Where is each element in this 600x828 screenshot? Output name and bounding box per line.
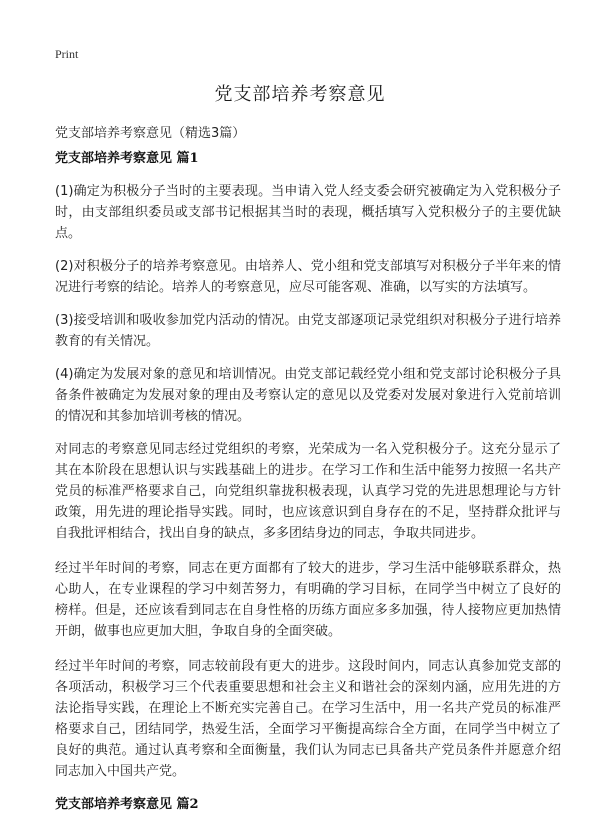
section-heading-2: 党支部培养考察意见 篇2 — [55, 797, 199, 812]
paragraph-4: (4)确定为发展对象的意见和培训情况。由党支部记载经党小组和党支部讨论积极分子具备条件被确定为发展对象的理由及考察认定的意见以及党委对发展对象进行入党前培训的情况和其参加培训考核的情况。 — [55, 367, 561, 424]
paragraph-5: 对同志的考察意见同志经过党组织的考察，光荣成为一名入党积极分子。这充分显示了其在本阶段在思想认识与实践基础上的进步。在学习工作和生活中能努力按照一名共产党员的标准严格要求自己，向党组织靠拢积极表现，认真学习党的先进思想理论与方针政策，用先进的理论指导实践。同时，也应该意识到自身存在的不足，坚持群众批评与自我批评相结合，找出自身的缺点，多多团结身边的同志，争取共同进步。 — [55, 442, 561, 541]
paragraph-6: 经过半年时间的考察，同志在更方面都有了较大的进步，学习生活中能够联系群众，热心助人，在专业课程的学习中刻苦努力，有明确的学习目标，在同学当中树立了良好的榜样。但是，还应该看到同志在自身性格的历练方面应多多加强，待人接物应更加热情开朗，做事也应更加大胆，争取自身的全面突破。 — [55, 561, 561, 639]
document-subtitle: 党支部培养考察意见（精选3篇） — [55, 126, 246, 141]
paragraph-3: (3)接受培训和吸收参加党内活动的情况。由党支部逐项记录党组织对积极分子进行培养教育的有关情况。 — [55, 313, 561, 349]
document-title: 党支部培养考察意见 — [214, 84, 386, 105]
paragraph-1: (1)确定为积极分子当时的主要表现。当申请入党人经支委会研究被确定为入党积极分子时，由支部组织委员或支部书记根据其当时的表现，概括填写入党积极分子的主要优缺点。 — [55, 184, 561, 241]
paragraph-2: (2)对积极分子的培养考察意见。由培养人、党小组和党支部填写对积极分子半年来的情况进行考察的结论。培养人的考察意见，应尽可能客观、准确，以写实的方法填写。 — [55, 259, 561, 295]
print-link[interactable]: Print — [55, 47, 79, 61]
document-body — [55, 150, 561, 827]
section-heading-1: 党支部培养考察意见 篇1 — [55, 151, 199, 166]
paragraph-7: 经过半年时间的考察，同志较前段有更大的进步。这段时间内，同志认真参加党支部的各项活动，积极学习三个代表重要思想和社会主义和谐社会的深刻内涵，应用先进的方法论指导实践，在理论上不断充实完善自己。在学习生活中，用一名共产党员的标准严格要求自己，团结同学，热爱生活，全面学习平衡提高综合全方面，在同学当中树立了良好的典范。通过认真考察和全面衡量，我们认为同志已具备共产党员条件并愿意介绍同志加入中国共产党。 — [55, 659, 561, 779]
